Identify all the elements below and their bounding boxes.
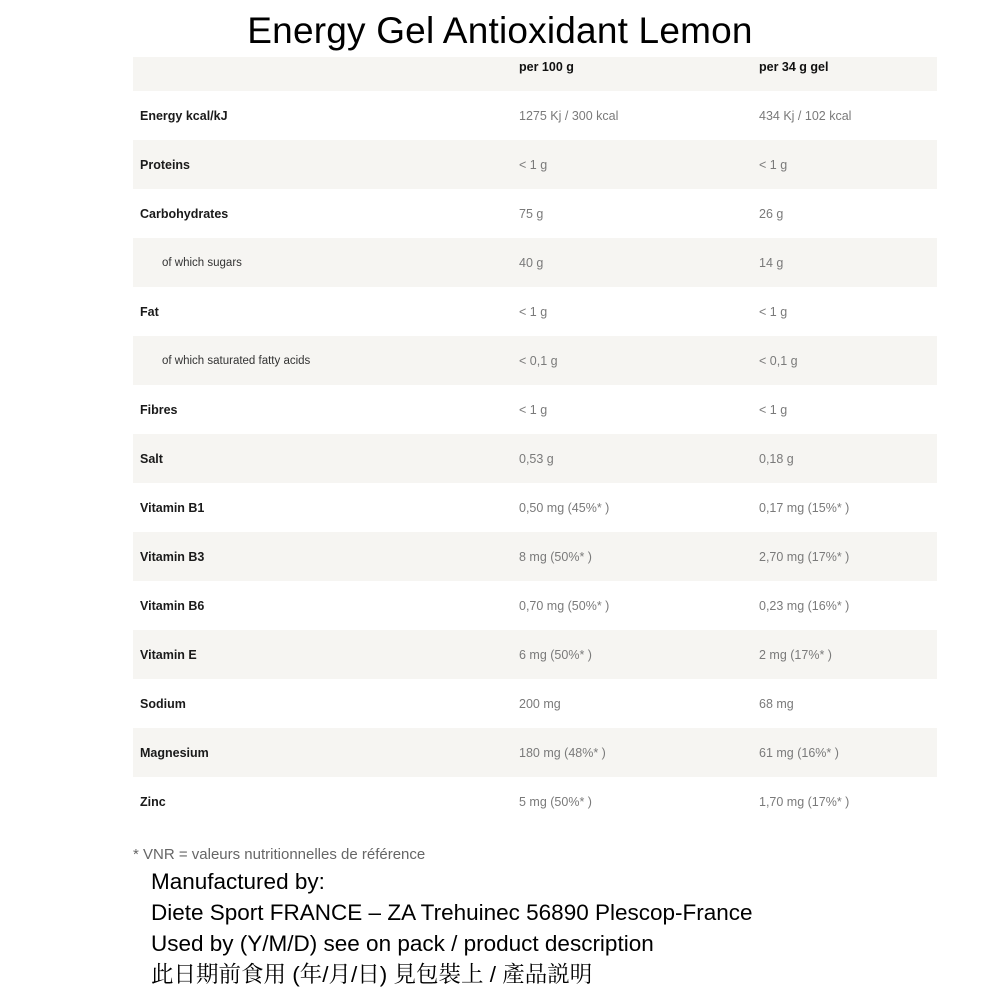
value-per-100g: < 1 g [519, 304, 548, 319]
table-row [133, 434, 937, 483]
page-title: Energy Gel Antioxidant Lemon [247, 10, 753, 51]
value-per-serving: 1,70 mg (17%* ) [759, 794, 850, 809]
value-per-serving: 68 mg [759, 696, 794, 711]
value-per-100g: 6 mg (50%* ) [519, 647, 592, 662]
value-per-100g: 5 mg (50%* ) [519, 794, 592, 809]
nutrient-label: Energy kcal/kJ [140, 108, 228, 123]
value-per-100g: 200 mg [519, 696, 561, 711]
value-per-100g: 40 g [519, 255, 544, 270]
value-per-100g: 8 mg (50%* ) [519, 549, 592, 564]
table-row [133, 728, 937, 777]
value-per-100g: 180 mg (48%* ) [519, 745, 606, 760]
value-per-100g: < 1 g [519, 157, 548, 172]
value-per-serving: < 1 g [759, 157, 788, 172]
table-row [133, 385, 937, 434]
header-per-serving: per 34 g gel [759, 60, 829, 74]
table-row [133, 581, 937, 630]
value-per-100g: 0,50 mg (45%* ) [519, 500, 610, 515]
nutrient-label: Vitamin B3 [140, 549, 205, 564]
value-per-serving: 61 mg (16%* ) [759, 745, 839, 760]
value-per-serving: < 0,1 g [759, 353, 798, 368]
table-row [133, 630, 937, 679]
used-by-chinese: 此日期前食用 (年/月/日) 見包裝上 / 產品説明 [151, 962, 593, 987]
footnote: * VNR = valeurs nutritionnelles de référence [133, 846, 426, 863]
nutrient-label: Proteins [140, 157, 191, 172]
table-row [133, 140, 937, 189]
nutrient-label: Vitamin B1 [140, 500, 205, 515]
table-header-row [133, 57, 937, 91]
nutrient-label: Fibres [140, 402, 178, 417]
value-per-100g: 0,70 mg (50%* ) [519, 598, 610, 613]
nutrient-label: Sodium [140, 696, 186, 711]
value-per-serving: 14 g [759, 255, 784, 270]
manufacturer-heading: Manufactured by: [151, 869, 325, 894]
header-per-100g: per 100 g [519, 60, 574, 74]
nutrient-label: Vitamin E [140, 647, 197, 662]
value-per-100g: 75 g [519, 206, 544, 221]
nutrient-label: of which saturated fatty acids [162, 354, 311, 367]
value-per-serving: 0,23 mg (16%* ) [759, 598, 850, 613]
nutrient-label: Zinc [140, 794, 166, 809]
nutrition-table [133, 57, 937, 826]
nutrient-label: Vitamin B6 [140, 598, 205, 613]
nutrient-label: of which sugars [162, 256, 242, 269]
nutrient-label: Carbohydrates [140, 206, 229, 221]
value-per-serving: 0,18 g [759, 451, 794, 466]
table-row [133, 189, 937, 238]
value-per-serving: 26 g [759, 206, 784, 221]
value-per-serving: 2 mg (17%* ) [759, 647, 832, 662]
table-row [133, 91, 937, 140]
table-row [133, 777, 937, 826]
table-row [133, 238, 937, 287]
manufacturer-info [151, 866, 753, 990]
value-per-100g: < 0,1 g [519, 353, 558, 368]
table-row [133, 336, 937, 385]
table-row [133, 287, 937, 336]
value-per-serving: < 1 g [759, 402, 788, 417]
value-per-serving: < 1 g [759, 304, 788, 319]
value-per-serving: 434 Kj / 102 kcal [759, 108, 852, 123]
nutrient-label: Salt [140, 451, 163, 466]
value-per-100g: 1275 Kj / 300 kcal [519, 108, 619, 123]
value-per-100g: 0,53 g [519, 451, 554, 466]
manufacturer-address: Diete Sport FRANCE – ZA Trehuinec 56890 Plescop-France [151, 900, 753, 925]
table-row [133, 532, 937, 581]
nutrient-label: Magnesium [140, 745, 209, 760]
used-by-english: Used by (Y/M/D) see on pack / product description [151, 931, 654, 956]
table-row [133, 483, 937, 532]
table-row [133, 679, 937, 728]
value-per-serving: 2,70 mg (17%* ) [759, 549, 850, 564]
value-per-serving: 0,17 mg (15%* ) [759, 500, 850, 515]
value-per-100g: < 1 g [519, 402, 548, 417]
nutrient-label: Fat [140, 304, 159, 319]
